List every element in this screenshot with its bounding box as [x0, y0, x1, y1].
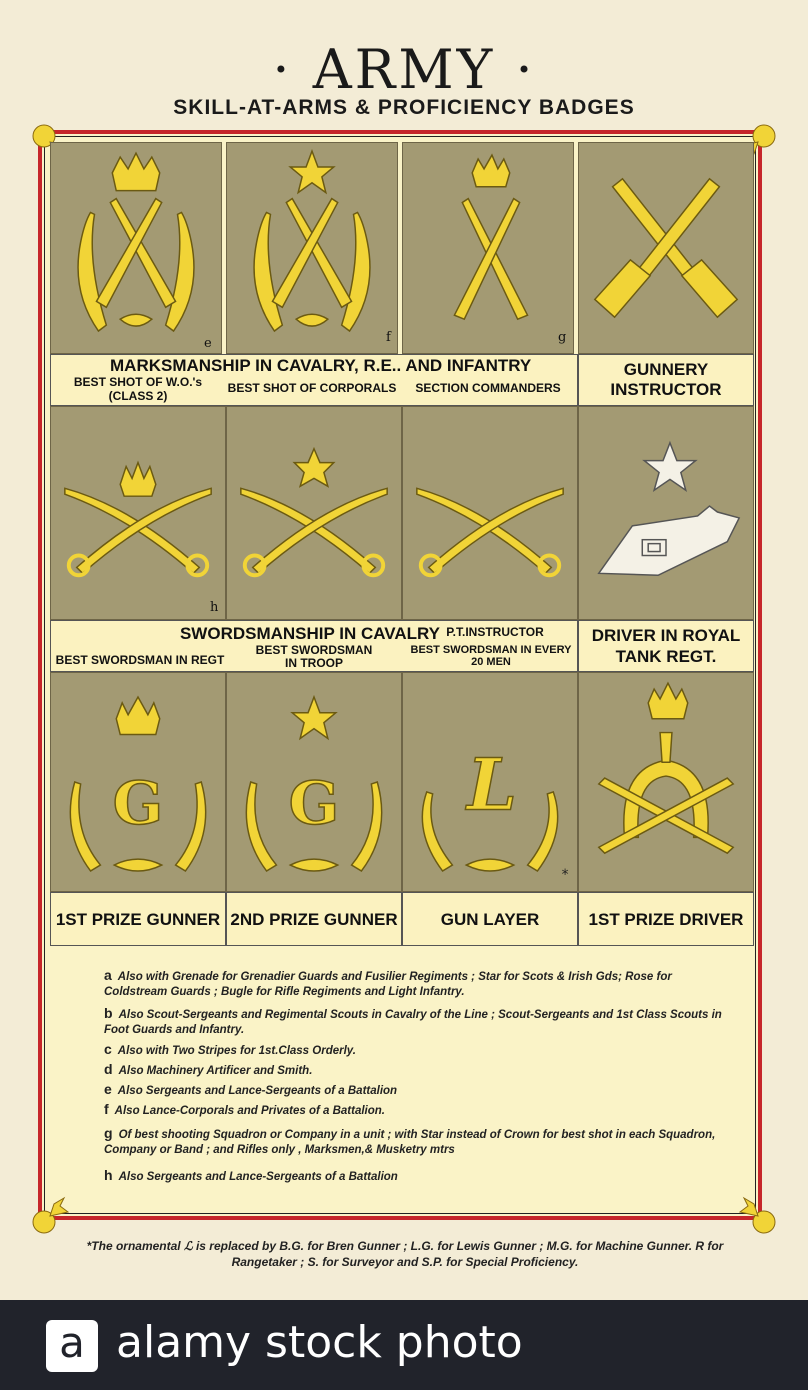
footnote [104, 1006, 734, 1038]
footnote [104, 1168, 734, 1185]
badge-label-line2: TANK REGT. [615, 647, 717, 666]
badge-label: 1ST PRIZE DRIVER [588, 910, 744, 929]
footer-note: *The ornamental ℒ is replaced by B.G. for Bren Gunner ; L.G. for Lewis Gunner ; M.G. for Machine Gunner. R for Rangetaker ; S. for Surveyor and S.P. for Special Proficiency. [86, 1239, 724, 1269]
footnote [104, 968, 734, 1000]
badge-label-line2: IN TROOP [284, 656, 343, 670]
crown-crossed-swords-icon [51, 407, 225, 619]
crossed-rammers-icon [579, 143, 753, 353]
footnote-text: Also Scout-Sergeants and Regimental Scouts in Cavalry of the Line ; Scout-Sergeants and 1st Class Scouts in Foot Guards and Infantry. [104, 1009, 722, 1036]
footnote-key: e [104, 1081, 112, 1097]
footnote-text: Of best shooting Squadron or Company in a unit ; with Star instead of Crown for best shot in each Squadron, Company or Band ; and Rifles only , Marksmen,& Musketry mtrs [104, 1129, 716, 1156]
footnote-text: Also with Two Stripes for 1st.Class Orderly. [117, 1045, 356, 1057]
grenade-ornament-icon [738, 1196, 778, 1236]
badge-label: BEST SWORDSMAN IN REGT [55, 653, 225, 667]
badge-panel [578, 406, 754, 620]
badge-glyph: G [112, 767, 164, 838]
star-crossed-rifles-wreath-icon [227, 143, 397, 353]
footnote-marker: g [558, 330, 567, 345]
badge-label: P.T.INSTRUCTOR [446, 625, 544, 639]
badge-label-line2: BEST SWORDSMAN IN EVERY 20 MEN [410, 644, 572, 668]
group-label: MARKSMANSHIP IN CAVALRY, R.E.. AND INFANTRY [110, 356, 532, 375]
badge-label: GUN LAYER [440, 910, 540, 929]
footnote-text: Also Lance-Corporals and Privates of a Battalion. [114, 1105, 385, 1117]
grenade-ornament-icon [30, 1196, 70, 1236]
group-label: SWORDSMANSHIP IN CAVALRY [179, 624, 441, 643]
badge-panel [226, 406, 402, 620]
badge-panel [50, 672, 226, 892]
footnote-text: Also Sergeants and Lance-Sergeants of a Battalion [118, 1171, 398, 1183]
crown-crossed-rifles-icon [403, 143, 573, 353]
badge-label: 1ST PRIZE GUNNER [55, 910, 221, 929]
footnote-key: a [104, 967, 112, 983]
footnote [104, 1062, 734, 1079]
crossed-swords-icon [403, 407, 577, 619]
badge-panel [226, 672, 402, 892]
badge-panel [578, 142, 754, 354]
footnote-key: g [104, 1125, 113, 1141]
badge-label: BEST SHOT OF CORPORALS [227, 381, 397, 395]
footnote-text: Also Sergeants and Lance-Sergeants of a Battalion [117, 1085, 398, 1097]
badge-label-line2: (CLASS 2) [108, 389, 168, 403]
footnote-text: Also Machinery Artificer and Smith. [118, 1065, 313, 1077]
star-crossed-swords-icon [227, 407, 401, 619]
footnote-key: d [104, 1061, 113, 1077]
badge-glyph: L [466, 742, 518, 827]
badge-panel [50, 406, 226, 620]
badge-label: 2ND PRIZE GUNNER [230, 910, 398, 929]
badge-panel [402, 142, 574, 354]
badge-panel [578, 672, 754, 892]
footnote [104, 1042, 734, 1059]
footnote-key: f [104, 1101, 109, 1117]
badge-label: GUNNERY [623, 360, 709, 379]
footnote-key: b [104, 1005, 113, 1021]
crown-horseshoe-whips-icon [579, 673, 753, 891]
badge-panel [402, 406, 578, 620]
watermark-bar [0, 1300, 808, 1390]
star-tank-icon [579, 407, 753, 619]
footnote-marker: h [210, 600, 219, 615]
star-g-wreath-icon [227, 673, 401, 891]
footnote-marker: e [204, 336, 212, 351]
crown-g-wreath-icon [51, 673, 225, 891]
watermark-text: alamy stock photo [116, 1317, 523, 1368]
page-subtitle: SKILL-AT-ARMS & PROFICIENCY BADGES [173, 96, 635, 119]
badge-glyph: G [288, 767, 340, 838]
footnote-marker: * [561, 866, 569, 883]
crown-crossed-rifles-wreath-icon [51, 143, 221, 353]
badge-label: DRIVER IN ROYAL [591, 626, 741, 645]
alamy-logo-icon: a [46, 1320, 98, 1372]
badge-panel [226, 142, 398, 354]
footnote [104, 1082, 734, 1099]
badge-label: BEST SWORDSMAN [255, 643, 373, 657]
footnote-key: c [104, 1041, 112, 1057]
page-title: · ARMY · [272, 38, 536, 101]
badge-label: BEST SHOT OF W.O.'s [73, 375, 203, 389]
badge-label: SECTION COMMANDERS [415, 381, 561, 395]
footnote-key: h [104, 1167, 113, 1183]
footnote-text: Also with Grenade for Grenadier Guards and Fusilier Regiments ; Star for Scots & Irish Gds; Rose for Coldstream Guards ; Bugle for Rifle Regiments and Light Infantry. [104, 971, 672, 998]
badge-panel [402, 672, 578, 892]
footnote [104, 1126, 734, 1158]
footnote-marker: f [386, 330, 391, 345]
l-wreath-icon [403, 673, 577, 891]
footnote [104, 1102, 734, 1119]
badge-label-line2: INSTRUCTOR [610, 380, 722, 399]
badge-panel [50, 142, 222, 354]
